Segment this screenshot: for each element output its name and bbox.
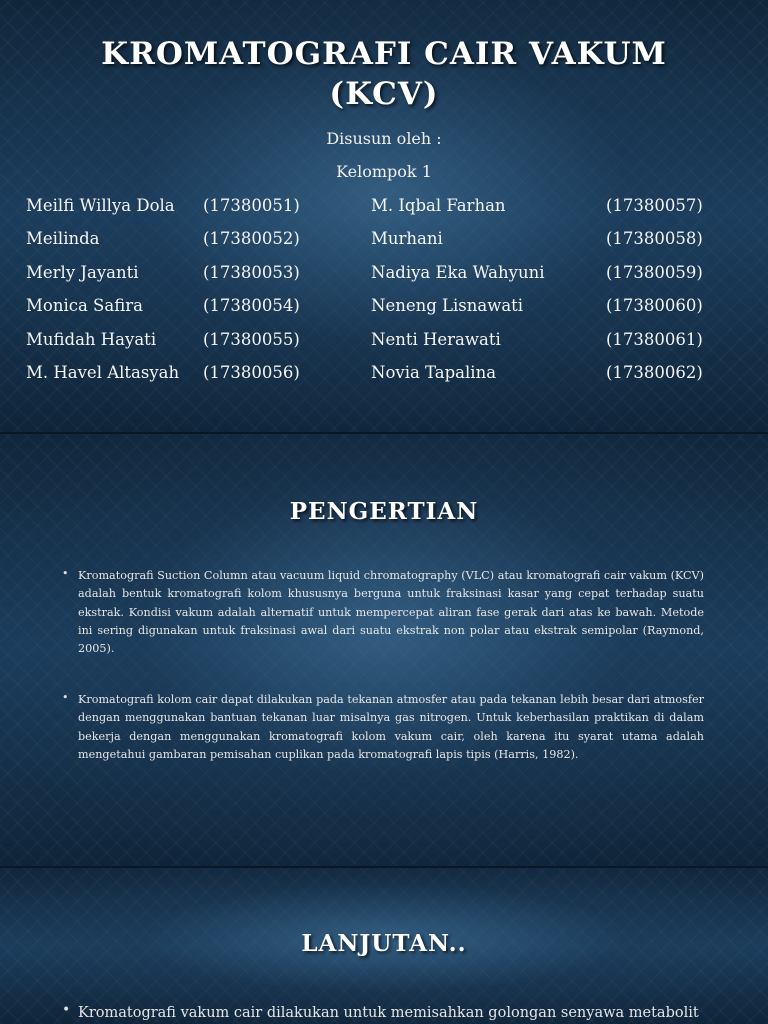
member-id: (17380056) bbox=[203, 363, 300, 382]
bullet-icon: • bbox=[62, 691, 69, 704]
slide-pengertian bbox=[0, 434, 768, 866]
member-name: Mufidah Hayati bbox=[26, 330, 157, 349]
member-id: (17380057) bbox=[606, 196, 703, 215]
bullet-text: Kromatografi kolom cair dapat dilakukan pada tekanan atmosfer atau pada tekanan lebih besar dari atmosfer dengan menggunakan bantuan tekanan luar misalnya gas nitrogen. Untuk keberhasilan praktikan di dalam bekerja dengan menggunakan kromatografi kolom vakum cair, oleh karena itu syarat utama adalah mengetahui gambaran pemisahan cuplikan pada kromatografi lapis tipis (Harris, 1982). bbox=[78, 693, 704, 761]
prepared-by: Disusun oleh : bbox=[326, 129, 442, 148]
member-id: (17380051) bbox=[203, 196, 300, 215]
member-name: Merly Jayanti bbox=[26, 263, 139, 282]
bullet-text: Kromatografi vakum cair dilakukan untuk memisahkan golongan senyawa metabolit bbox=[78, 1005, 699, 1021]
slide-heading: PENGERTIAN bbox=[289, 498, 479, 525]
member-name: Meilfi Willya Dola bbox=[26, 196, 175, 215]
bullet-item bbox=[62, 567, 704, 658]
member-name: Meilinda bbox=[26, 229, 100, 248]
member-id: (17380053) bbox=[203, 263, 300, 282]
member-name: Neneng Lisnawati bbox=[371, 296, 524, 315]
member-name: Novia Tapalina bbox=[371, 363, 497, 382]
slide-title-heading bbox=[0, 34, 768, 114]
slide-heading: LANJUTAN.. bbox=[301, 930, 467, 957]
bullet-text: Kromatografi Suction Column atau vacuum liquid chromatography (VLC) atau kromatografi cair vakum (KCV) adalah bentuk kromatografi kolom khususnya berguna untuk fraksinasi kasar yang cepat terhadap suatu ekstrak. Kondisi vakum adalah alternatif untuk mempercepat aliran fase gerak dari atas ke bawah. Metode ini sering digunakan untuk fraksinasi awal dari suatu ekstrak non polar atau ekstrak semipolar (Raymond, 2005). bbox=[78, 569, 704, 656]
member-id: (17380058) bbox=[606, 229, 703, 248]
member-id: (17380052) bbox=[203, 229, 300, 248]
title-line-2: (KCV) bbox=[329, 76, 439, 112]
bullet-item bbox=[62, 1002, 704, 1024]
member-id: (17380054) bbox=[203, 296, 300, 315]
member-id: (17380061) bbox=[606, 330, 703, 349]
bullet-item bbox=[62, 691, 704, 764]
member-name: Murhani bbox=[371, 229, 443, 248]
slide-lanjutan bbox=[0, 868, 768, 1024]
member-id: (17380060) bbox=[606, 296, 703, 315]
slide-title bbox=[0, 0, 768, 432]
member-id: (17380062) bbox=[606, 363, 703, 382]
member-name: Nenti Herawati bbox=[371, 330, 501, 349]
bullet-icon: • bbox=[62, 1002, 71, 1018]
member-name: Monica Safira bbox=[26, 296, 143, 315]
bullet-icon: • bbox=[62, 567, 69, 580]
title-line-1: KROMATOGRAFI CAIR VAKUM bbox=[101, 36, 667, 72]
member-name: M. Iqbal Farhan bbox=[371, 196, 506, 215]
group-label: Kelompok 1 bbox=[336, 162, 432, 181]
member-id: (17380055) bbox=[203, 330, 300, 349]
member-name: Nadiya Eka Wahyuni bbox=[371, 263, 545, 282]
member-name: M. Havel Altasyah bbox=[26, 363, 180, 382]
member-id: (17380059) bbox=[606, 263, 703, 282]
